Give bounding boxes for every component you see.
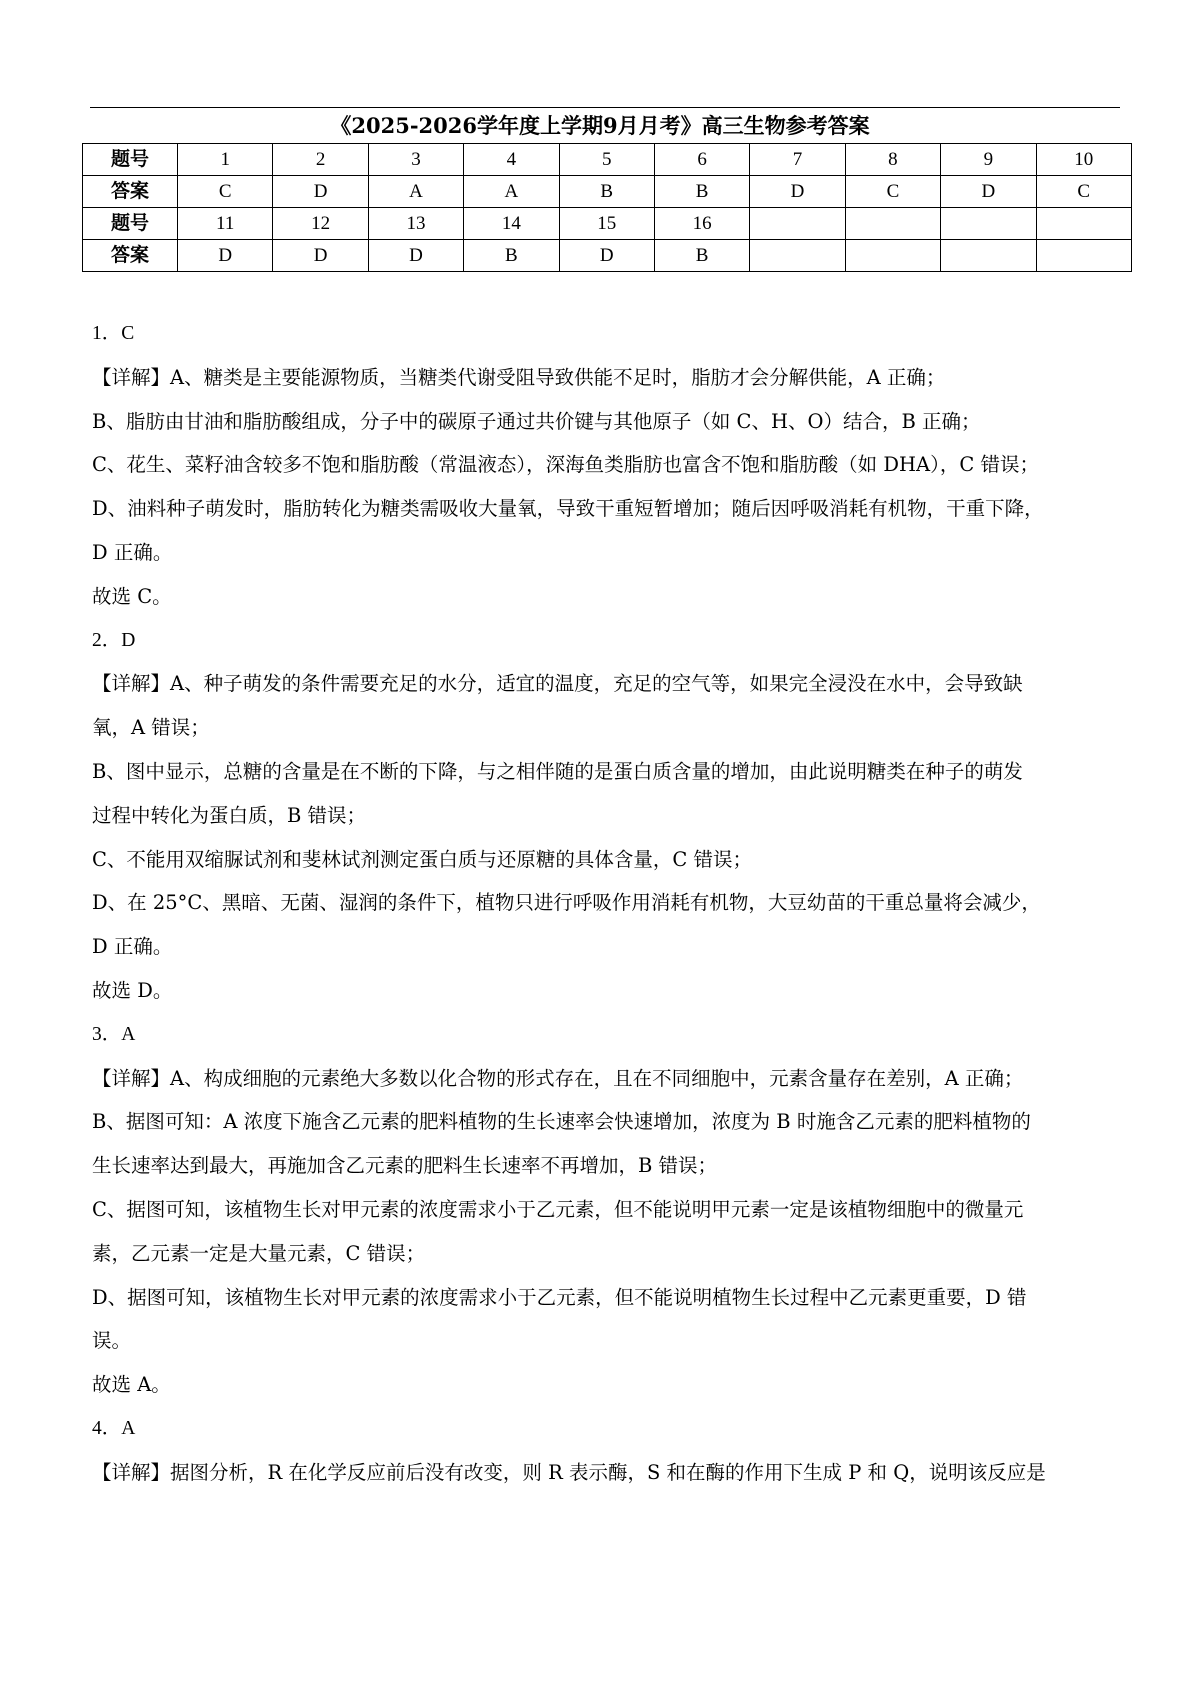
empty-cell [941, 240, 1036, 272]
empty-cell [845, 240, 940, 272]
row-label-answer: 答案 [83, 240, 178, 272]
answer-cell: B [464, 240, 559, 272]
empty-cell [750, 240, 845, 272]
explanation-line: D 正确。 [92, 540, 173, 564]
answer-cell: D [273, 176, 368, 208]
question-number-3: 3．A [92, 1023, 136, 1045]
answer-cell: A [464, 176, 559, 208]
explanation-line: B、脂肪由甘油和脂肪酸组成，分子中的碳原子通过共价键与其他原子（如 C、H、O）结合，B 正确； [92, 409, 981, 433]
question-number-cell: 13 [368, 208, 463, 240]
explanation-line: 误。 [92, 1329, 132, 1353]
answer-cell: C [845, 176, 940, 208]
empty-cell [1036, 208, 1131, 240]
conclusion-line: 故选 C。 [92, 584, 172, 608]
answer-cell: A [368, 176, 463, 208]
explanation-line: 【详解】A、糖类是主要能源物质，当糖类代谢受阻导致供能不足时，脂肪才会分解供能，A 正确； [92, 365, 946, 389]
question-number-cell: 3 [368, 144, 463, 176]
question-number-cell: 16 [654, 208, 749, 240]
document-title: 《2025-2026学年度上学期9月月考》高三生物参考答案 [330, 113, 870, 138]
explanation-line: C、据图可知，该植物生长对甲元素的浓度需求小于乙元素，但不能说明甲元素一定是该植物细胞中的微量元 [92, 1197, 1024, 1221]
conclusion-line: 故选 D。 [92, 978, 173, 1002]
question-number-cell: 12 [273, 208, 368, 240]
explanations-section [92, 312, 1122, 1495]
header-rule [90, 107, 1120, 108]
explanation-line: 【详解】A、种子萌发的条件需要充足的水分，适宜的温度，充足的空气等，如果完全浸没在水中，会导致缺 [92, 672, 1023, 696]
explanation-line: C、不能用双缩脲试剂和斐林试剂测定蛋白质与还原糖的具体含量，C 错误； [92, 847, 753, 871]
conclusion-line: 故选 A。 [92, 1373, 171, 1397]
answer-cell: D [750, 176, 845, 208]
empty-cell [1036, 240, 1131, 272]
answer-cell: B [654, 176, 749, 208]
answer-cell: B [654, 240, 749, 272]
answer-cell: B [559, 176, 654, 208]
answer-cell: D [559, 240, 654, 272]
answer-cell: D [368, 240, 463, 272]
answer-key-row-numbers-2 [83, 208, 1132, 240]
question-number-cell: 10 [1036, 144, 1131, 176]
question-number-cell: 14 [464, 208, 559, 240]
explanation-line: B、据图可知：A 浓度下施含乙元素的肥料植物的生长速率会快速增加，浓度为 B 时施含乙元素的肥料植物的 [92, 1110, 1031, 1134]
empty-cell [845, 208, 940, 240]
question-number-cell: 8 [845, 144, 940, 176]
question-number-cell: 7 [750, 144, 845, 176]
answer-key-table [82, 143, 1132, 272]
answer-cell: C [178, 176, 273, 208]
question-number-cell: 9 [941, 144, 1036, 176]
question-number-cell: 4 [464, 144, 559, 176]
row-label-answer: 答案 [83, 176, 178, 208]
explanation-line: C、花生、菜籽油含较多不饱和脂肪酸（常温液态），深海鱼类脂肪也富含不饱和脂肪酸（如 DHA），C 错误； [92, 453, 1039, 477]
explanation-line: B、图中显示，总糖的含量是在不断的下降，与之相伴随的是蛋白质含量的增加，由此说明糖类在种子的萌发 [92, 759, 1023, 783]
answer-cell: D [273, 240, 368, 272]
answer-cell: D [178, 240, 273, 272]
explanation-line: 过程中转化为蛋白质，B 错误； [92, 803, 367, 827]
answer-key-row-answers-1 [83, 176, 1132, 208]
question-number-1: 1．C [92, 323, 135, 344]
question-number-cell: 6 [654, 144, 749, 176]
explanation-line: D、油料种子萌发时，脂肪转化为糖类需吸收大量氧，导致干重短暂增加；随后因呼吸消耗有机物，干重下降， [92, 497, 1044, 521]
explanation-line: 素，乙元素一定是大量元素，C 错误； [92, 1241, 426, 1265]
explanation-line: D、据图可知，该植物生长对甲元素的浓度需求小于乙元素，但不能说明植物生长过程中乙元素更重要，D 错 [92, 1285, 1027, 1309]
answer-cell: D [941, 176, 1036, 208]
explanation-line: 【详解】据图分析，R 在化学反应前后没有改变，则 R 表示酶，S 和在酶的作用下生成 P 和 Q，说明该反应是 [92, 1460, 1046, 1484]
question-number-cell: 5 [559, 144, 654, 176]
question-number-4: 4．A [92, 1417, 136, 1439]
explanation-line: D、在 25°C、黑暗、无菌、湿润的条件下，植物只进行呼吸作用消耗有机物，大豆幼苗的干重总量将会减少， [92, 891, 1041, 915]
explanation-line: 生长速率达到最大，再施加含乙元素的肥料生长速率不再增加，B 错误； [92, 1154, 718, 1178]
question-number-cell: 2 [273, 144, 368, 176]
empty-cell [750, 208, 845, 240]
question-number-cell: 1 [178, 144, 273, 176]
question-number-2: 2．D [92, 629, 136, 651]
explanation-line: D 正确。 [92, 935, 173, 959]
row-label-number: 题号 [83, 144, 178, 176]
explanation-line: 氧，A 错误； [92, 716, 210, 740]
question-number-cell: 11 [178, 208, 273, 240]
row-label-number: 题号 [83, 208, 178, 240]
answer-key-row-answers-2 [83, 240, 1132, 272]
empty-cell [941, 208, 1036, 240]
explanation-line: 【详解】A、构成细胞的元素绝大多数以化合物的形式存在，且在不同细胞中，元素含量存在差别，A 正确； [92, 1066, 1024, 1090]
answer-key-row-numbers-1 [83, 144, 1132, 176]
answer-cell: C [1036, 176, 1131, 208]
question-number-cell: 15 [559, 208, 654, 240]
